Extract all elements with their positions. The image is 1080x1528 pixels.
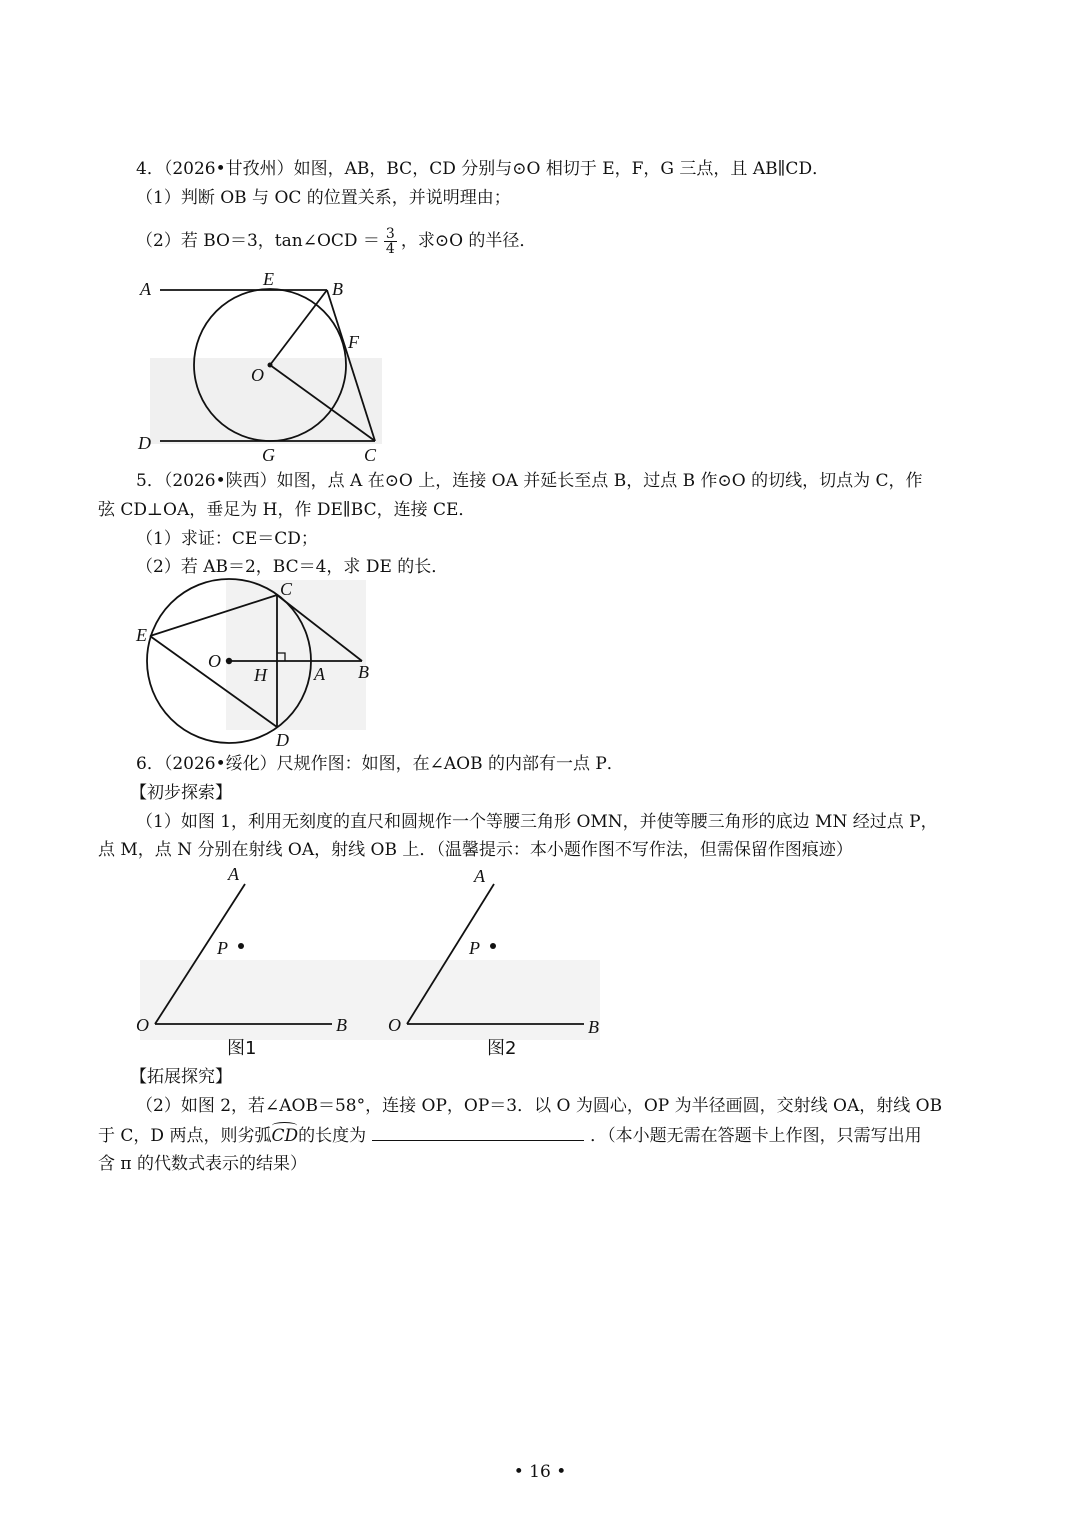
- q4-frac-num: 3: [385, 226, 395, 242]
- q6-fig2-label-a: A: [474, 866, 485, 886]
- q6-part2-line1: （2）如图 2，若∠AOB＝58°，连接 OP，OP＝3．以 O 为圆心，OP 为半径画圆，交射线 OA，射线 OB: [136, 1096, 943, 1116]
- q4-label-o: O: [251, 365, 264, 385]
- q5-label-e: E: [136, 625, 147, 645]
- q5-label-o: O: [208, 651, 221, 671]
- q4-part1: （1）判断 OB 与 OC 的位置关系，并说明理由；: [136, 188, 511, 208]
- q6-fig2-caption: 图2: [487, 1038, 517, 1059]
- q5-label-a: A: [314, 664, 325, 684]
- q4-frac-den: 4: [385, 241, 395, 257]
- q5-part2: （2）若 AB＝2，BC＝4，求 DE 的长．: [136, 557, 449, 577]
- q6-part2-line2-mid: 的长度为: [298, 1126, 367, 1146]
- q5-label-b: B: [358, 662, 369, 682]
- q4-stem: 4．（2026•甘孜州）如图，AB，BC，CD 分别与⊙O 相切于 E，F，G 三点，且 AB∥CD．: [136, 159, 830, 179]
- q6-arc-cd: [271, 1125, 298, 1147]
- q6-part1-line2: 点 M，点 N 分别在射线 OA，射线 OB 上．（温馨提示：本小题作图不写作法，但需保留作图痕迹）: [98, 840, 853, 860]
- q6-part1-line1: （1）如图 1，利用无刻度的直尺和圆规作一个等腰三角形 OMN，并使等腰三角形的底边 MN 经过点 P，: [136, 812, 938, 832]
- q6-arc-cd-label: CD: [271, 1126, 299, 1146]
- q6-part2-line2-post: ．（本小题无需在答题卡上作图，只需写出用: [590, 1126, 922, 1146]
- q6-answer-blank[interactable]: [372, 1124, 584, 1141]
- q5-stem-line2: 弦 CD⊥OA，垂足为 H，作 DE∥BC，连接 CE．: [98, 500, 476, 520]
- q6-part2-line2: [98, 1124, 922, 1147]
- q6-fig1-caption: 图1: [227, 1038, 257, 1059]
- q4-label-d: D: [138, 433, 151, 453]
- q6-fig1-label-a: A: [228, 864, 239, 884]
- q6-part2-line2-pre: 于 C，D 两点，则劣弧: [98, 1126, 272, 1146]
- q5-label-c: C: [280, 579, 293, 599]
- q6-part2-line3: 含 π 的代数式表示的结果）: [98, 1154, 307, 1174]
- q6-fig1-point-p: [238, 943, 244, 949]
- q4-label-b: B: [332, 279, 343, 299]
- q5-part1: （1）求证：CE＝CD；: [136, 529, 318, 549]
- q6-section-explore: 【初步探索】: [130, 783, 232, 803]
- q4-label-c: C: [364, 445, 377, 465]
- q6-fig2-label-p: P: [469, 938, 480, 958]
- q6-fig2-label-o: O: [388, 1015, 401, 1035]
- page-number: • 16 •: [513, 1462, 567, 1482]
- q5-stem-line1: 5．（2026•陕西）如图，点 A 在⊙O 上，连接 OA 并延长至点 B，过点 B 作⊙O 的切线，切点为 C，作: [136, 471, 923, 491]
- q6-stem: 6．（2026•绥化）尺规作图：如图，在∠AOB 的内部有一点 P．: [136, 754, 624, 774]
- q6-fig2-point-p: [490, 943, 496, 949]
- q6-fig1-label-b: B: [336, 1015, 347, 1035]
- q6-fig2-label-b: B: [588, 1017, 599, 1037]
- q4-part2-post: ，求⊙O 的半径．: [400, 231, 537, 251]
- q6-figure-shade: [140, 960, 600, 1040]
- q4-label-a: A: [140, 279, 151, 299]
- q5-label-d: D: [276, 730, 289, 750]
- q4-part2-pre: （2）若 BO＝3，tan∠OCD ＝: [136, 231, 380, 251]
- q6-fig1-label-o: O: [136, 1015, 149, 1035]
- q4-label-g: G: [262, 445, 275, 465]
- q5-label-h: H: [254, 665, 267, 685]
- q6-fig1-label-p: P: [217, 938, 228, 958]
- q4-label-e: E: [263, 269, 274, 289]
- q4-label-f: F: [348, 332, 359, 352]
- q6-section-extend: 【拓展探究】: [130, 1067, 232, 1087]
